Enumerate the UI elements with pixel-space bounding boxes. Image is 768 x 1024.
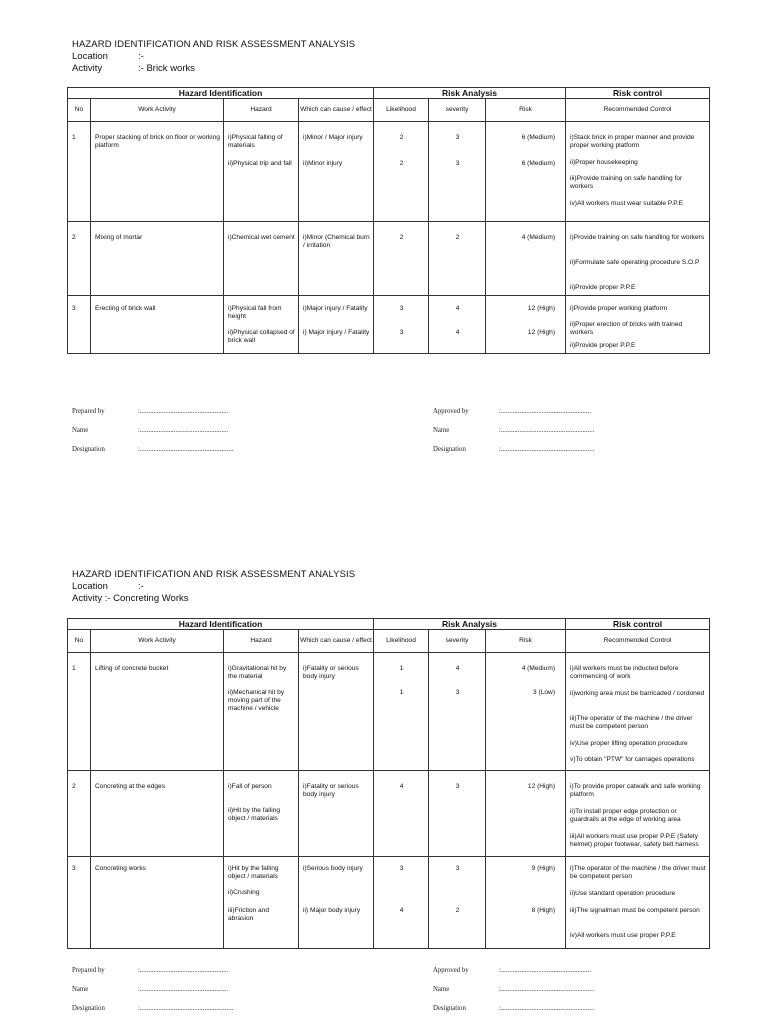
- risk-value: 12 (High): [527, 783, 556, 790]
- hazard-item: i)Gravitational hit by the material: [228, 665, 287, 680]
- name-field[interactable]: :.......................................................: [499, 427, 595, 434]
- form1-col-hazard: Hazard: [224, 99, 299, 122]
- hazard-item: ii)Hit by the falling object / materials: [228, 807, 281, 822]
- name-label: Name: [72, 986, 89, 993]
- prepared-by-field[interactable]: :....................................................: [138, 967, 229, 974]
- effect-item: i)Minor (Chemical burn / irritation: [303, 234, 370, 249]
- hazard-item: iii)Friction and abrasion: [228, 907, 270, 922]
- control-item: i)Provide proper working platform: [570, 305, 668, 312]
- likelihood-value: 2: [399, 234, 404, 241]
- name-label: Name: [72, 427, 89, 434]
- form2-col-effect: Which can cause / effect: [299, 630, 374, 653]
- designation-field[interactable]: :.......................................................: [138, 1005, 234, 1012]
- risk-value: 3 (Low): [533, 689, 556, 696]
- form1-header: [72, 39, 355, 75]
- row-activity: Lifting of concrete bucket: [95, 665, 169, 672]
- form1-activity-row: [72, 63, 355, 75]
- designation-field[interactable]: :.......................................................: [499, 446, 595, 453]
- control-item: i)The operator of the machine / the driver must be competent person: [570, 865, 706, 880]
- form1-col-risk: Risk: [486, 99, 566, 122]
- hazard-item: ii)Physical trip and fall: [228, 160, 292, 167]
- name-label: Name: [433, 986, 450, 993]
- effect-item: ii)Minor injury: [303, 160, 343, 167]
- severity-value: 3: [455, 160, 460, 167]
- likelihood-value: 3: [399, 329, 404, 336]
- form1-column-header-row: [68, 99, 710, 122]
- likelihood-value: 1: [399, 689, 404, 696]
- form2-location-label: Location: [72, 581, 108, 592]
- severity-value: 4: [455, 329, 460, 336]
- severity-value: 3: [455, 689, 460, 696]
- form2-col-severity: severity: [429, 630, 486, 653]
- designation-field[interactable]: :.......................................................: [499, 1005, 595, 1012]
- control-item: ii)Provide proper P.P.E: [570, 284, 636, 291]
- form1-col-effect: Which can cause / effect: [299, 99, 374, 122]
- form1-group-risk-control: Risk control: [566, 88, 710, 99]
- table-row: [68, 653, 710, 771]
- name-field[interactable]: :....................................................: [138, 427, 229, 434]
- control-item: iii)The operator of the machine / the driver must be competent person: [570, 715, 693, 730]
- form1-location-value: :-: [138, 51, 144, 62]
- control-item: iv)All workers must wear suitable P.P.E: [570, 200, 684, 207]
- risk-value: 6 (Medium): [521, 160, 556, 167]
- row-no: 3: [72, 305, 76, 312]
- form1-col-work-activity: Work Activity: [91, 99, 224, 122]
- row-activity: Mixing of mortar: [95, 234, 143, 241]
- prepared-by-label: Prepared by: [72, 408, 105, 415]
- control-item: iii)All workers must use proper P.P.E (Safety helmet) proper footwear, safety belt harness: [570, 833, 699, 848]
- likelihood-value: 2: [399, 160, 404, 167]
- form2-group-header-row: [68, 619, 710, 630]
- effect-item: i)Fatality or serious body injury: [303, 665, 359, 680]
- control-item: i)To provide proper catwalk and safe working platform: [570, 783, 701, 798]
- control-item: ii)Proper housekeeping: [570, 159, 638, 166]
- effect-item: i)Fatality or serious body injury: [303, 783, 359, 798]
- form2-signature-right: [433, 967, 619, 1024]
- form2-activity-text: Activity :- Concreting Works: [72, 593, 189, 604]
- form2-risk-table: [67, 618, 710, 949]
- severity-value: 3: [455, 134, 460, 141]
- form2-col-work-activity: Work Activity: [91, 630, 224, 653]
- form1-activity-value: :- Brick works: [138, 63, 195, 74]
- control-item: i)All workers must be inducted before commencing of work: [570, 665, 679, 680]
- hazard-item: i)Physical falling of materials: [228, 134, 283, 149]
- severity-value: 3: [455, 865, 460, 872]
- row-no: 1: [72, 134, 76, 141]
- prepared-by-label: Prepared by: [72, 967, 105, 974]
- risk-value: 12 (High): [527, 329, 556, 336]
- risk-value: 4 (Medium): [521, 234, 556, 241]
- severity-value: 4: [455, 665, 460, 672]
- row-no: 3: [72, 865, 76, 872]
- control-item: i)Stack brick in proper manner and provide proper working platform: [570, 134, 695, 149]
- hazard-item: i)Hit by the falling object / materials: [228, 865, 279, 880]
- form2-location-value: :-: [138, 581, 144, 592]
- form1-group-header-row: [68, 88, 710, 99]
- approved-by-field[interactable]: :.....................................................: [499, 408, 591, 415]
- approved-by-field[interactable]: :.....................................................: [499, 967, 591, 974]
- form1-group-risk-analysis: Risk Analysis: [374, 88, 566, 99]
- control-item: ii)Proper erection of bricks with trained workers: [570, 321, 683, 336]
- hazard-item: ii)Physical collapsed of brick wall: [228, 329, 295, 344]
- table-row: [68, 296, 710, 354]
- control-item: iv)All workers must use proper P.P.E: [570, 932, 676, 939]
- form1-col-recommended-control: Recommended Control: [566, 99, 710, 122]
- hazard-item: ii)Mechanical hit by moving part of the machine / vehicle: [228, 689, 285, 712]
- control-item: iii)Provide training on safe handling for workers: [570, 175, 683, 190]
- form2-column-header-row: [68, 630, 710, 653]
- hazard-item: i)Chemical wet cement: [228, 234, 295, 241]
- risk-value: 6 (Medium): [521, 134, 556, 141]
- row-activity: Concreting at the edges: [95, 783, 166, 790]
- control-item: ii)Formulate safe operating procedure S.O.P: [570, 259, 700, 266]
- form2-group-hazard-identification: Hazard Identification: [68, 619, 374, 630]
- control-item: iii)The signalman must be competent person: [570, 907, 700, 914]
- form1-signature-left: [72, 408, 258, 465]
- control-item: i)Provide training on safe handling for workers: [570, 234, 705, 241]
- effect-item: i)Major injury / Fatality: [303, 305, 368, 312]
- hazard-item: i)Physical fall from height: [228, 305, 282, 320]
- prepared-by-field[interactable]: :....................................................: [138, 408, 229, 415]
- control-item: iv)Use proper lifting operation procedure: [570, 740, 688, 747]
- effect-item: i)Serious body injury: [303, 865, 363, 872]
- likelihood-value: 2: [399, 134, 404, 141]
- risk-value: 9 (High): [531, 865, 556, 872]
- form2-header: [72, 569, 355, 605]
- name-field[interactable]: :.......................................................: [499, 986, 595, 993]
- form2-title: HAZARD IDENTIFICATION AND RISK ASSESSMENT ANALYSIS: [72, 569, 356, 580]
- name-field[interactable]: :....................................................: [138, 986, 229, 993]
- row-activity: Erecting of brick wall: [95, 305, 156, 312]
- row-no: 1: [72, 665, 76, 672]
- row-activity: Proper stacking of brick on floor or working platform: [95, 134, 220, 149]
- form1-location-row: [72, 51, 355, 63]
- form2-location-row: [72, 581, 355, 593]
- severity-value: 2: [455, 907, 460, 914]
- control-item: v)To obtain "PTW" for carnages operations: [570, 756, 695, 763]
- designation-label: Designation: [433, 1005, 466, 1012]
- effect-item: i) Major injury / Fatality: [303, 329, 370, 336]
- form1-risk-table: [67, 87, 710, 354]
- designation-field[interactable]: :.......................................................: [138, 446, 234, 453]
- hazard-item: ii)Crushing: [228, 889, 260, 896]
- hazard-item: i)Fall of person: [228, 783, 272, 790]
- risk-value: 12 (High): [527, 305, 556, 312]
- risk-value: 4 (Medium): [521, 665, 556, 672]
- table-row: [68, 222, 710, 296]
- table-row: [68, 122, 710, 222]
- designation-label: Designation: [433, 446, 466, 453]
- form2-col-risk: Risk: [486, 630, 566, 653]
- row-no: 2: [72, 783, 76, 790]
- name-label: Name: [433, 427, 450, 434]
- severity-value: 4: [455, 305, 460, 312]
- approved-by-label: Approved by: [433, 967, 469, 974]
- control-item: ii)working area must be barricaded / cordoned: [570, 690, 705, 697]
- designation-label: Designation: [72, 1005, 105, 1012]
- likelihood-value: 1: [399, 665, 404, 672]
- designation-label: Designation: [72, 446, 105, 453]
- table-row: [68, 771, 710, 857]
- form2-col-recommended-control: Recommended Control: [566, 630, 710, 653]
- severity-value: 3: [455, 783, 460, 790]
- control-item: ii)Use standard operation procedure: [570, 890, 676, 897]
- form1-location-label: Location: [72, 51, 108, 62]
- effect-item: i)Minor / Major injury: [303, 134, 363, 141]
- row-no: 2: [72, 234, 76, 241]
- form2-group-risk-analysis: Risk Analysis: [374, 619, 566, 630]
- severity-value: 2: [455, 234, 460, 241]
- likelihood-value: 4: [399, 907, 404, 914]
- likelihood-value: 4: [399, 783, 404, 790]
- form1-signature-right: [433, 408, 619, 465]
- form2-group-risk-control: Risk control: [566, 619, 710, 630]
- form1-col-no: No: [68, 99, 91, 122]
- table-row: [68, 857, 710, 949]
- form1-title: HAZARD IDENTIFICATION AND RISK ASSESSMENT ANALYSIS: [72, 39, 356, 50]
- form1-activity-label: Activity: [72, 63, 103, 74]
- form2-activity-row: [72, 593, 355, 605]
- control-item: ii)Provide proper P.P.E: [570, 342, 636, 349]
- row-activity: Concreting works: [95, 865, 146, 872]
- effect-item: ii) Major body injury: [303, 907, 361, 914]
- risk-value: 8 (High): [531, 907, 556, 914]
- form1-col-likelihood: Likelihood: [374, 99, 429, 122]
- control-item: ii)To install proper edge protection or guardrails at the edge of working area: [570, 808, 681, 823]
- form1-group-hazard-identification: Hazard Identification: [68, 88, 374, 99]
- approved-by-label: Approved by: [433, 408, 469, 415]
- form2-col-likelihood: Likelihood: [374, 630, 429, 653]
- form2-signature-left: [72, 967, 258, 1024]
- likelihood-value: 3: [399, 865, 404, 872]
- form1-col-severity: severity: [429, 99, 486, 122]
- form2-col-no: No: [68, 630, 91, 653]
- form2-col-hazard: Hazard: [224, 630, 299, 653]
- likelihood-value: 3: [399, 305, 404, 312]
